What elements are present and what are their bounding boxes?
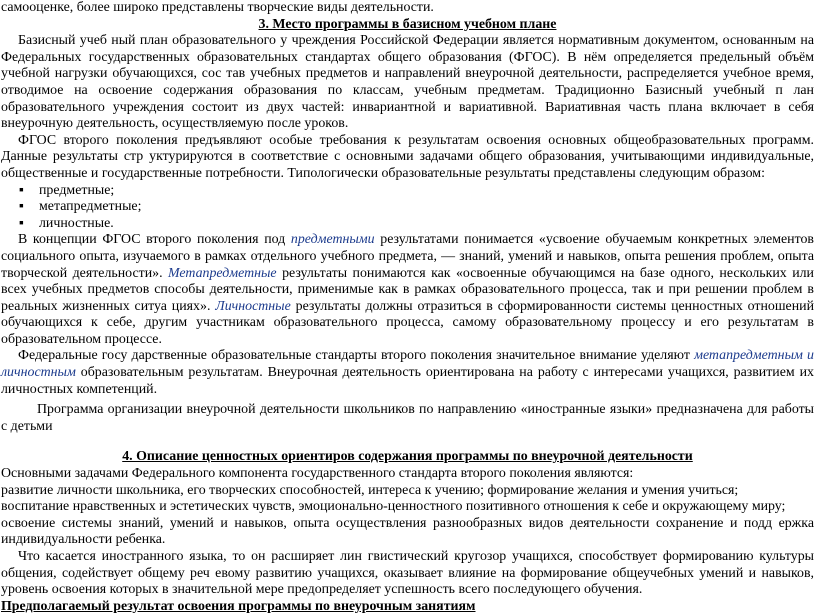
list-item-text: предметные;: [39, 182, 115, 198]
text-run: результаты должны отразиться в сформированности системы ценностных отношений обучающихся к себе, другим участникам образовательного процесса, самому образовательному процессу и его результатам в образовательном процессе.: [1, 298, 815, 347]
paragraph-federal-standards: [1, 348, 814, 398]
paragraph-task-development: развитие личности школьника, его творческих способностей, интереса к учению; формирование желания и умения учиться;: [1, 482, 739, 498]
paragraph-intro: самооценке, более широко представлены творческие виды деятельности.: [1, 0, 434, 15]
list-item: [19, 183, 814, 200]
paragraph-basic-plan: Базисный учеб ный план образовательного у чреждения Российской Федерации является нормативным документом, основанным на Федеральных государственных образовательных стандартах общего образования (ФГОС). В нём определяется предельный объём учебной нагрузки обучающихся, сос тав учебных предметов и направлений внеурочной деятельности, распределяется учебное время, отводимое на освоение содержания образования по классам, учебным предметам. Традиционно Базисный учебный п лан образовательного учреждения состоит из двух частей: инвариантной и вариативной. Вариативная часть плана включает в себя внеурочную деятельность, осуществляемую после уроков.: [1, 33, 814, 132]
paragraph-tasks-intro: Основными задачами Федерального компонента государственного стандарта второго поколения являются:: [1, 466, 634, 482]
paragraph-task-upbringing: воспитание нравственных и эстетических чувств, эмоционально-ценностного позитивного отношения к себе и окружающему миру;: [1, 499, 786, 515]
paragraph-task-knowledge: освоение системы знаний, умений и навыков, опыта осуществления разнообразных видов деятельности сохранение и подд ержка индивидуальности ребенка.: [1, 515, 814, 548]
results-list: [1, 183, 814, 233]
square-bullet-icon: ▪: [19, 199, 24, 215]
paragraph-program-purpose: Программа организации внеурочной деятельности школьников по направлению «иностранные языки» предназначена для работы с детьми: [1, 402, 814, 434]
term-metasubject-results: Метапредметные: [168, 265, 277, 281]
paragraph-foreign-language: Что касается иностранного языка, то он расширяет лин гвистический кругозор учащихся, способствует формированию культуры общения, содействует общему реч евому развитию учащихся, оказывает влияние на формирование общеучебных умений и навыков, уровень освоения которых в значительной мере предопределяет успешность всего последующего обучения.: [1, 549, 814, 598]
text-run: результаты понимаются как «освоенные обучающимся на базе одного, нескольких или всех учебных предметов способы деятельности, применимые как в рамках образовательного процесса, так и при решении проблем в реальных жизненных ситуа циях».: [1, 265, 814, 314]
term-meta-personal: метапредметным и личностным: [1, 348, 814, 381]
text-run: В концепции ФГОС второго поколения под: [18, 232, 291, 248]
square-bullet-icon: ▪: [19, 182, 24, 198]
list-item-text: личностные.: [39, 215, 114, 231]
square-bullet-icon: ▪: [19, 215, 24, 231]
paragraph-results-concept: [1, 232, 814, 348]
term-personal-results: Личностные: [215, 298, 291, 314]
list-item-text: метапредметные;: [39, 199, 142, 215]
section-heading-4: 4. Описание ценностных ориентиров содержания программы по внеурочной деятельности: [122, 449, 693, 465]
term-subject-results: предметными: [290, 232, 375, 248]
paragraph-fgos-requirements: ФГОС второго поколения предъявляют особые требования к результатам освоения основных общеобразовательных программ. Данные результаты стр уктурируются в соответствие с основными задачами общего образования, учитывающими индивидуальные, общественные и государственные потребности. Типологически образовательные результаты представлены следующим образом:: [1, 132, 814, 181]
section-heading-3: 3. Место программы в базисном учебном плане: [258, 16, 557, 32]
list-item: [19, 216, 814, 233]
text-run: результатами понимается «усвоение обучаемым конкретных элементов социального опыта, изучаемого в рамках отдельного учебного предмета, — знаний, умений и навыков, опыта решения проблем, опыта творческой деятельности».: [1, 232, 814, 281]
text-run: образовательным результатам. Внеурочная деятельность ориентирована на работу с интересами учащихся, развитием их личностных компетенций.: [1, 365, 814, 397]
subsection-heading-expected-result: Предполагаемый результат освоения программы по внеурочным занятиям: [1, 598, 476, 614]
text-run: Федеральные госу дарственные образовательные стандарты второго поколения значительное внимание уделяют: [18, 348, 695, 364]
list-item: [19, 199, 814, 216]
